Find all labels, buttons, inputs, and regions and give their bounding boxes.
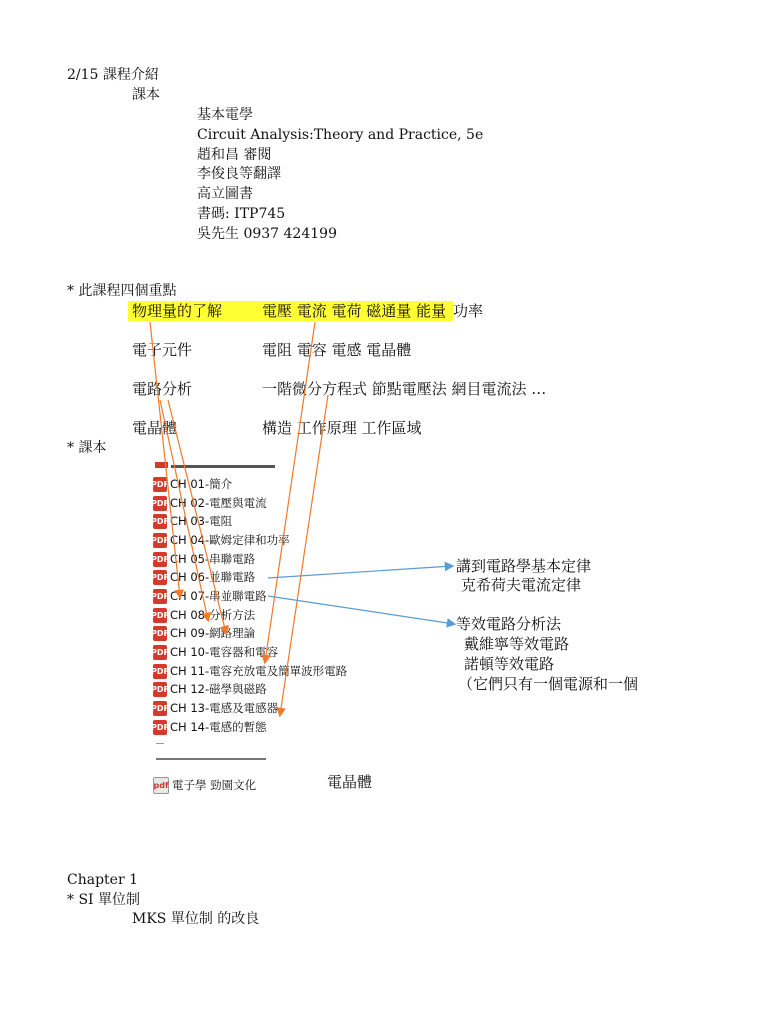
pdf-file-icon: pdf — [153, 777, 169, 794]
mks-line: MKS 單位制 的改良 — [132, 911, 260, 927]
chapter1-title: Chapter 1 — [67, 872, 138, 888]
focus-extra: 功率 — [453, 302, 484, 320]
file-item[interactable]: PDF CH 14-電感的暫態 — [151, 720, 267, 734]
focus-content: 一階微分方程式 節點電壓法 網目電流法 … — [262, 380, 547, 398]
file-item[interactable]: PDF CH 02-電壓與電流 — [151, 496, 267, 510]
orange-arrow — [168, 400, 226, 633]
pdf-file-icon: PDF — [153, 701, 167, 716]
pdf-file-icon: PDF — [153, 682, 167, 697]
file-item[interactable]: PDF CH 05-串聯電路 — [151, 552, 256, 566]
focus-label: 電晶體 — [132, 419, 178, 437]
focus-label: 物理量的了解 — [132, 302, 223, 320]
book-line: 趙和昌 審閱 — [197, 147, 272, 163]
note-line: 克希荷夫電流定律 — [461, 576, 582, 594]
book-line: 書碼: ITP745 — [197, 206, 286, 222]
pdf-file-icon: PDF — [153, 645, 167, 660]
file-item[interactable]: PDF CH 07-串並聯電路 — [151, 589, 267, 603]
file-item[interactable]: PDF CH 10-電容器和電容 — [151, 645, 279, 659]
pdf-file-icon: PDF — [153, 496, 167, 511]
file-item[interactable]: pdf 電子學 勁園文化 — [153, 778, 257, 792]
focus-content: 構造 工作原理 工作區域 — [262, 419, 422, 437]
file-item[interactable]: PDF CH 04-歐姆定律和功率 — [151, 533, 290, 547]
pdf-file-icon: PDF — [153, 720, 167, 735]
focus-content: 電壓 電流 電荷 磁通量 能量 — [262, 302, 447, 320]
file-item[interactable]: PDF CH 13-電感及電感器 — [151, 701, 279, 715]
pdf-file-icon: PDF — [153, 477, 167, 492]
date-title: 2/15 課程介紹 — [67, 67, 159, 83]
file-item[interactable]: PDF CH 03-電阻 — [151, 514, 233, 528]
file-item[interactable]: PDF CH 11-電容充放電及簡單波形電路 — [151, 664, 348, 678]
pdf-file-icon: PDF — [153, 533, 167, 548]
note-line: （它們只有一個電源和一個 — [458, 675, 639, 693]
pdf-file-icon: PDF — [153, 664, 167, 679]
transistor-note: 電晶體 — [327, 773, 373, 791]
pdf-file-icon: PDF — [153, 626, 167, 641]
orange-arrow — [160, 400, 208, 620]
focus-heading: * 此課程四個重點 — [67, 283, 177, 299]
focus-content: 電阻 電容 電感 電晶體 — [262, 341, 412, 359]
book-line: 基本電學 — [197, 107, 253, 123]
note-title: 等效電路分析法 — [456, 615, 562, 633]
orange-arrow — [265, 322, 315, 662]
pdf-file-icon: PDF — [153, 608, 167, 623]
si-heading: * SI 單位制 — [67, 892, 141, 908]
book-line: 李俊良等翻譯 — [197, 166, 281, 182]
pdf-file-icon: PDF — [153, 589, 167, 604]
book-line: 高立圖書 — [197, 186, 253, 202]
pdf-file-icon: PDF — [153, 552, 167, 567]
orange-arrow — [150, 322, 180, 597]
focus-label: 電路分析 — [132, 380, 193, 398]
file-item[interactable]: PDF CH 08-分析方法 — [151, 608, 256, 622]
file-item[interactable]: PDF CH 01-簡介 — [151, 477, 233, 491]
textbook-heading: * 課本 — [67, 440, 107, 456]
pdf-file-icon: PDF — [153, 570, 167, 585]
book-line: 吳先生 0937 424199 — [197, 226, 337, 242]
note-title: 講到電路學基本定律 — [456, 557, 592, 575]
blue-arrow — [268, 566, 452, 578]
orange-arrow — [280, 395, 328, 715]
file-item[interactable]: PDF CH 09-網路理論 — [151, 626, 256, 640]
file-item[interactable]: PDF CH 12-磁學與磁路 — [151, 682, 267, 696]
note-line: 戴維寧等效電路 — [464, 635, 570, 653]
textbook-label: 課本 — [132, 87, 160, 103]
pdf-file-icon: PDF — [153, 514, 167, 529]
book-line: Circuit Analysis:Theory and Practice, 5e — [197, 127, 484, 143]
file-item[interactable]: PDF CH 06-並聯電路 — [151, 570, 256, 584]
note-line: 諾頓等效電路 — [464, 655, 555, 673]
focus-label: 電子元件 — [132, 341, 193, 359]
